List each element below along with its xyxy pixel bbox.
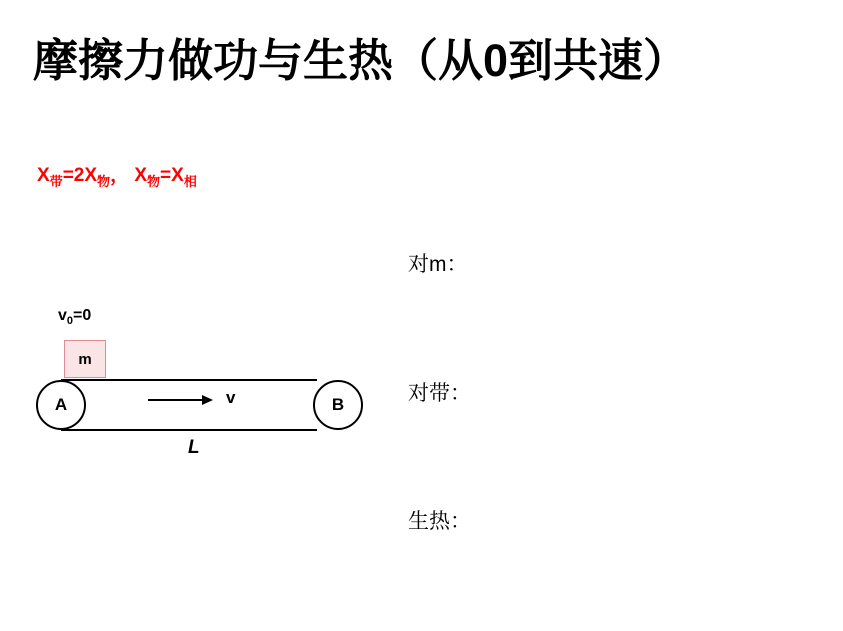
velocity-arrow-icon: [148, 395, 214, 405]
v0-symbol: v: [58, 307, 67, 324]
v0-subscript: 0: [66, 315, 74, 328]
page-title: 摩擦力做功与生热（从0到共速）: [33, 35, 689, 86]
conveyor-belt-diagram: [28, 295, 378, 470]
label-heat-generated: 生热：: [408, 510, 471, 533]
relation-formula: [37, 160, 197, 190]
formula-eq2: =X: [160, 165, 184, 186]
belt-bottom-line: [61, 429, 317, 431]
pulley-right-label: B: [331, 395, 345, 414]
formula-sub-object-2: 物: [147, 173, 161, 189]
block-m: [64, 340, 106, 378]
label-for-mass: 对m：: [408, 253, 468, 276]
formula-sub-belt: 带: [49, 173, 63, 189]
pulley-left: [36, 380, 86, 430]
formula-separator: ， X: [110, 165, 148, 186]
formula-eq1: =2X: [62, 165, 98, 186]
pulley-left-label: A: [54, 395, 68, 414]
belt-top-line: [61, 379, 317, 381]
v0-value: =0: [73, 307, 92, 324]
belt-velocity-label: v: [226, 388, 236, 407]
block-label: m: [78, 350, 92, 368]
formula-sub-relative: 相: [183, 173, 197, 189]
formula-sub-object: 物: [97, 173, 111, 189]
pulley-right: [313, 380, 363, 430]
arrow-head: [202, 395, 213, 405]
arrow-shaft: [148, 399, 204, 401]
formula-x1: X: [37, 165, 50, 186]
label-for-belt: 对带：: [408, 382, 471, 405]
initial-velocity-label: [58, 307, 91, 327]
belt-length-label: L: [188, 437, 200, 458]
